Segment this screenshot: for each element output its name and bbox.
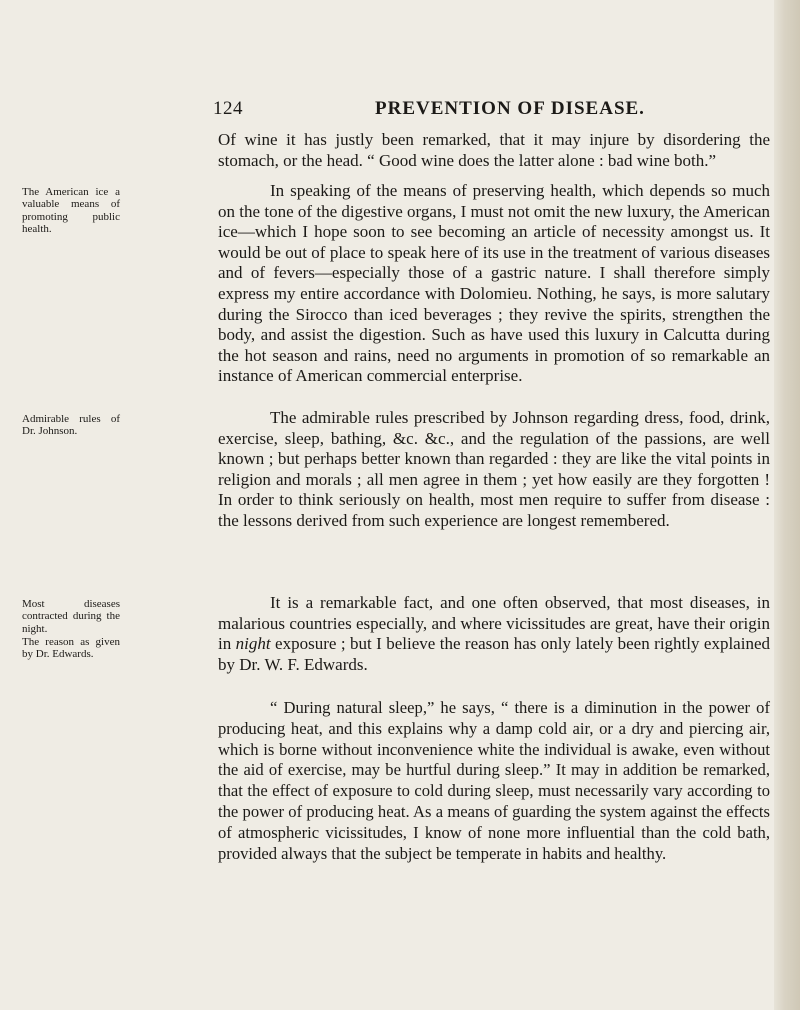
paragraph-wine: Of wine it has justly been remarked, that it may injure by disordering the stomach, or the head. “ Good wine does the latter alone : bad wine both.” — [218, 130, 770, 170]
paragraph-natural-sleep: “ During natural sleep,” he says, “ there is a diminution in the power of producing heat, and this explains why a damp cold air, or a dry and piercing air, which is borne without inconvenience white the individual is awake, even without the aid of exercise, may be hurtful during sleep.” It may in addition be remarked, that the effect of exposure to cold during sleep, must necessarily vary according to the power of producing heat. As a means of guarding the system against the effects of atmospheric vicissitudes, I know of none more influential than the cold bath, provided always that the subject be temperate in habits and healthy. — [218, 698, 770, 863]
running-title: PREVENTION OF DISEASE. — [375, 98, 645, 119]
paragraph-american-ice: In speaking of the means of preserving health, which depends so much on the tone of the digestive organs, I must not omit the new luxury, the American ice—which I hope soon to see becoming an article of necessity amongst us. It would be out of place to speak here of its use in the treatment of various diseases and of fevers—especially those of a gastric nature. I shall therefore simply express my entire accordance with Dolomieu. Nothing, he says, is more salutary during the Sirocco than iced beverages ; they revive the spirits, strengthen the body, and assist the digestion. Such as have used this luxury in Calcutta during the hot season and rains, need no arguments in promotion of so remarkable an instance of American commercial enterprise. — [218, 181, 770, 386]
night-italic: night — [235, 634, 271, 654]
paragraph-johnson-rules: The admirable rules prescribed by Johnson regarding dress, food, drink, exercise, sleep, bathing, &c. &c., and the regulation of the passions, are well known ; but perhaps better known than regarded : they are like the vital points in religion and morals ; all men agree in them ; yet how easily are they forgotten ! In order to think seriously on health, most men require to suffer from disease : the lessons derived from such experience are longest remembered. — [218, 408, 770, 530]
night-text-after: exposure ; but I believe the reason has only lately been rightly explained by Dr. W. F. Edwards. — [218, 634, 770, 674]
sidenote-night-diseases: Most diseases contracted during the night. — [22, 598, 120, 635]
paragraph-night-diseases — [218, 593, 770, 675]
night-text-before: It is a remarkable fact, and one often observed, that most diseases, in malarious countries especially, and where vicissitudes are great, have their origin in — [218, 593, 770, 654]
page-number: 124 — [213, 98, 243, 119]
sidenote-johnson-rules: Admirable rules of Dr. Johnson. — [22, 413, 120, 438]
page-edge — [774, 0, 800, 1010]
running-header — [213, 98, 773, 120]
sidenote-american-ice: The American ice a valuable means of promoting public health. — [22, 186, 120, 236]
sidenote-edwards-reason: The reason as given by Dr. Edwards. — [22, 636, 120, 661]
